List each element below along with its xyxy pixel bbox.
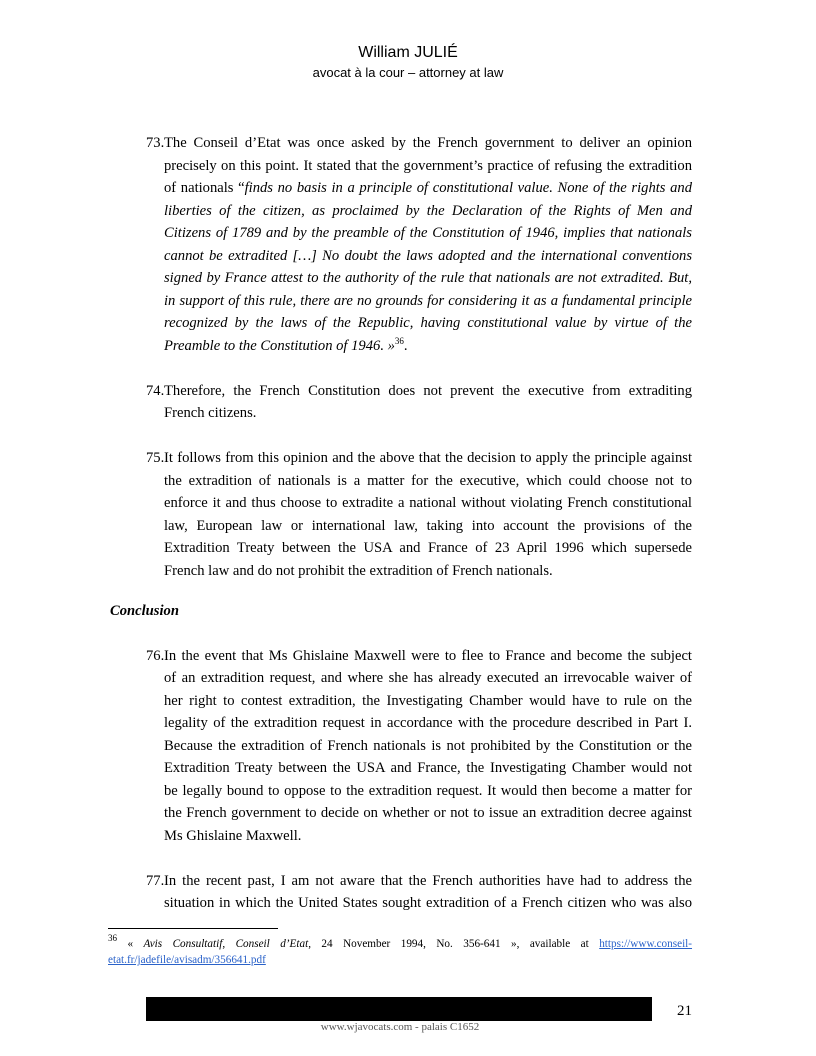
text-line (164, 200, 692, 223)
footnote-number: 36 (108, 933, 117, 943)
text-line (164, 537, 692, 560)
text-line (164, 132, 692, 155)
footnote-line (108, 952, 692, 968)
body-text: In the recent past, I am not aware that the French authorities have had to address the (164, 872, 692, 889)
footnote-text: , (222, 938, 236, 950)
text-line (164, 735, 692, 758)
footnote-reference: 36 (394, 335, 404, 346)
text-line (164, 312, 692, 335)
section-heading: Conclusion (110, 602, 179, 619)
body-text: be legally bound to oppose to the extradition request. It would then become a matter for (164, 782, 692, 799)
numbered-paragraph (110, 645, 692, 848)
text-line (164, 470, 692, 493)
text-line (164, 447, 692, 470)
quoted-text: in support of this rule, there are no grounds for considering it as a fundamental principle (164, 292, 692, 309)
quoted-text: signed by France attest to the authority of the rule that nationals are not extradited. But, (164, 270, 692, 286)
footer-text: www.wjavocats.com - palais C1652 (320, 1021, 480, 1033)
footnote-title: Conseil d’Etat (235, 938, 309, 950)
text-line (164, 290, 692, 313)
text-line (164, 155, 692, 178)
body-text: situation in which the United States sought extradition of a French citizen who was also (164, 895, 692, 911)
body-text: of nationals “ (164, 180, 245, 196)
body-text: her right to contest extradition, the Investigating Chamber would have to rule on the (164, 692, 692, 709)
text-line (164, 492, 692, 515)
text-line (164, 515, 692, 538)
footnote (108, 933, 693, 968)
body-text: French law and do not prohibit the extradition of French nationals. (164, 562, 553, 579)
document-body (110, 132, 692, 937)
paragraph-number: 76. (146, 647, 165, 664)
text-line (164, 645, 692, 668)
quoted-text: recognized by the laws of the Republic, having constitutional value by virtue of the (164, 315, 692, 331)
text-line (164, 802, 692, 825)
paragraph-number: 73. (146, 135, 165, 151)
footnote-link[interactable]: etat.fr/jadefile/avisadm/356641.pdf (108, 954, 266, 966)
footnote-line (108, 933, 693, 952)
paragraph-number: 77. (146, 872, 165, 889)
body-text: . (403, 337, 408, 354)
quoted-text: Preamble to the Constitution of 1946. » (164, 337, 395, 354)
page-number: 21 (677, 1003, 692, 1019)
quoted-text: Citizens of 1789 and by the preamble of the Constitution of 1946, implies that nationals (164, 225, 692, 241)
quoted-text: finds no basis in a principle of constitutional value. None of the rights and (244, 180, 693, 196)
text-line (164, 245, 692, 268)
text-line (164, 667, 692, 690)
body-text: Extradition Treaty between the USA and France of 23 April 1996 which supersede (164, 540, 692, 556)
text-line (164, 757, 692, 780)
body-text: The Conseil d’Etat was once asked by the French government to deliver an opinion (164, 135, 692, 151)
body-text: Extradition Treaty between the USA and France, the Investigating Chamber would not (164, 760, 692, 776)
author-name: William JULIÉ (358, 44, 458, 61)
numbered-paragraph (110, 132, 692, 357)
footnote-text: , 24 November 1994, No. 356-641 », available at (308, 938, 600, 950)
text-line (164, 267, 692, 290)
numbered-paragraph (110, 380, 692, 425)
footnote-link[interactable]: https://www.conseil- (599, 938, 693, 950)
text-line (164, 402, 692, 425)
text-line (164, 177, 692, 200)
quoted-text: cannot be extradited […] No doubt the laws adopted and the international conventions (164, 247, 692, 264)
body-text: French citizens. (164, 405, 257, 421)
body-text: It follows from this opinion and the above that the decision to apply the principle against (164, 450, 692, 466)
numbered-paragraph (110, 870, 692, 915)
body-text: precisely on this point. It stated that the government’s practice of refusing the extradition (164, 157, 692, 174)
body-text: Therefore, the French Constitution does not prevent the executive from extraditing (164, 382, 692, 399)
numbered-paragraph (110, 447, 692, 582)
text-line (164, 892, 692, 915)
footnote-divider (108, 928, 278, 929)
body-text: law, European law or international law, taking into account the provisions of the (164, 517, 692, 534)
text-line (164, 870, 692, 893)
footnote-text: « (117, 938, 144, 950)
paragraph-number: 74. (146, 382, 165, 399)
text-line (164, 780, 692, 803)
paragraph-number: 75. (146, 450, 165, 466)
body-text: legality of the extradition request in accordance with the procedure described in Part I. (164, 715, 692, 731)
body-text: In the event that Ms Ghislaine Maxwell were to flee to France and become the subject (164, 647, 692, 664)
body-text: the French government to decide on whether or not to issue an extradition decree against (164, 805, 692, 821)
redaction-bar (146, 997, 652, 1021)
body-text: Because the extradition of French nationals is not prohibited by the Constitution or the (164, 737, 692, 754)
text-line (164, 560, 692, 583)
text-line (164, 222, 692, 245)
footnote-title: Avis Consultatif (143, 938, 223, 950)
body-text: the extradition of nationals is a matter for the executive, which could choose not to (164, 472, 692, 489)
body-text: enforce it and thus choose to extradite a national without violating French constitutional (164, 495, 692, 511)
text-line (164, 825, 692, 848)
body-text: Ms Ghislaine Maxwell. (164, 827, 302, 844)
text-line (164, 335, 692, 358)
author-subtitle: avocat à la cour – attorney at law (312, 65, 504, 80)
text-line (164, 712, 692, 735)
body-text: of an extradition request, and where she has already executed an irrevocable waiver of (164, 670, 692, 686)
quoted-text: liberties of the citizen, as proclaimed by the Declaration of the Rights of Men and (164, 202, 692, 219)
text-line (164, 690, 692, 713)
text-line (164, 380, 692, 403)
